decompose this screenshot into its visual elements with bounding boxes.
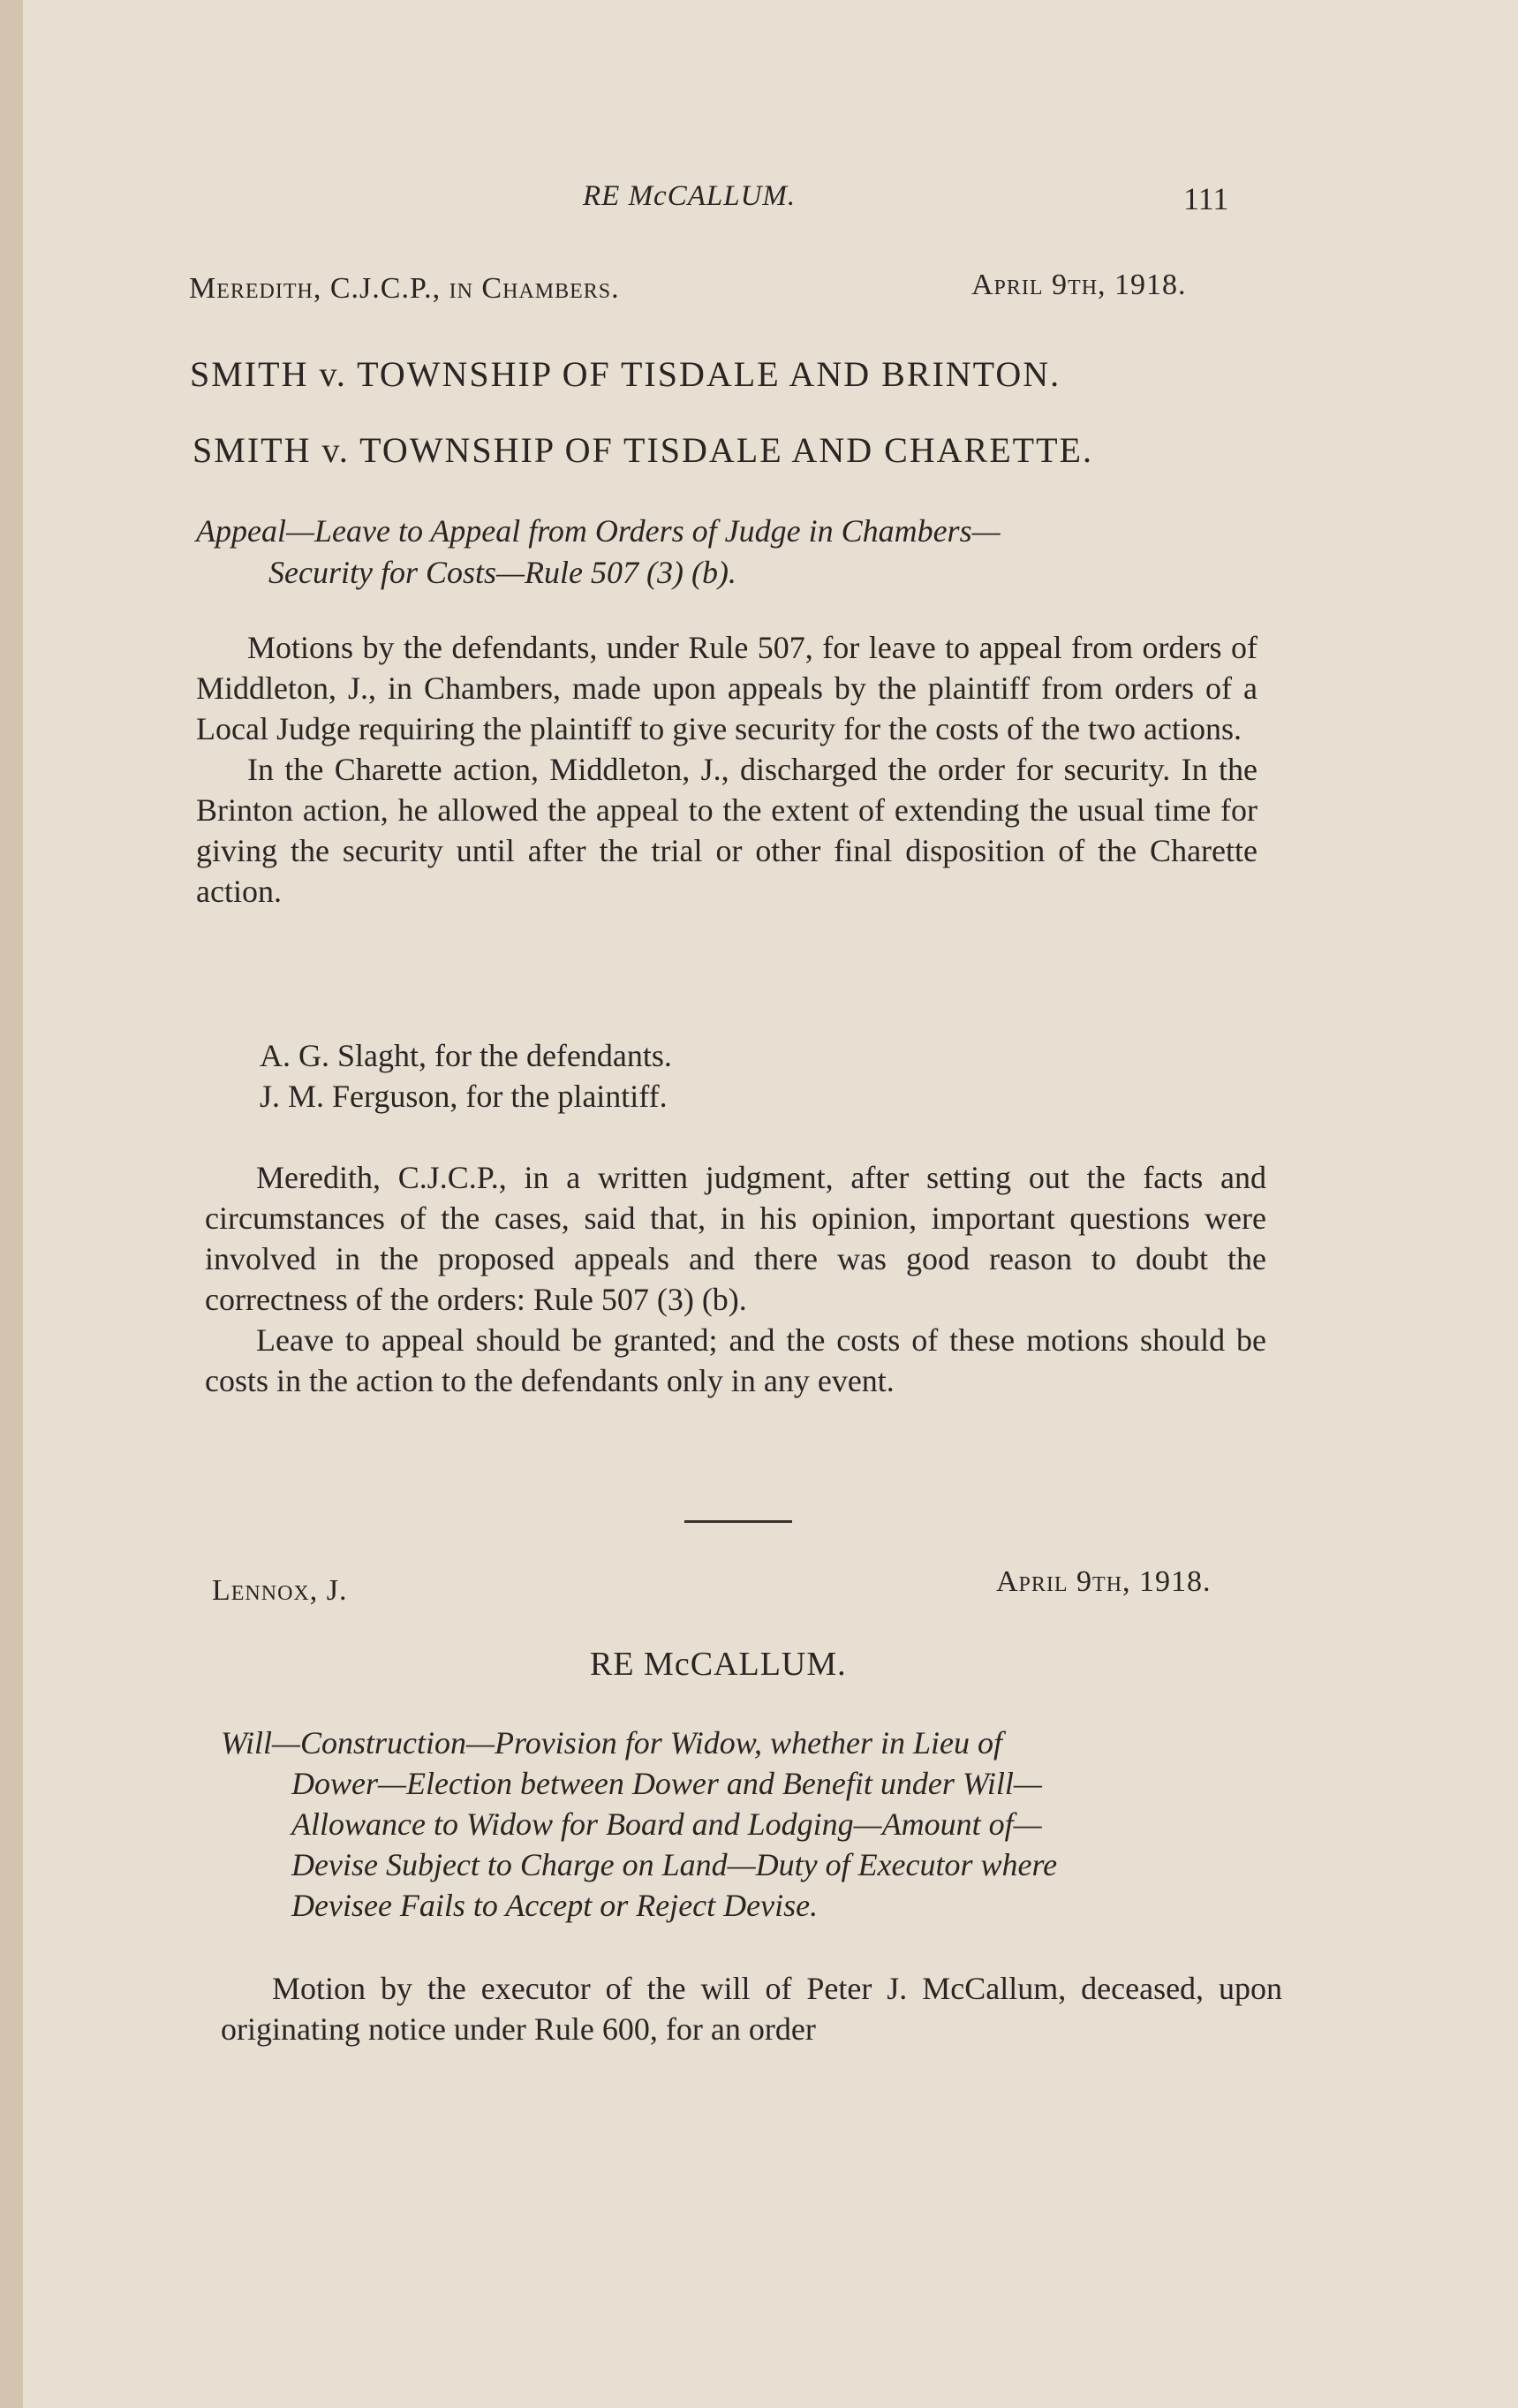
running-title: RE McCALLUM. xyxy=(583,180,797,212)
case1-title-brinton: SMITH v. TOWNSHIP OF TISDALE AND BRINTON. xyxy=(190,354,1061,394)
counsel-defendants: A. G. Slaght, for the defendants. xyxy=(260,1038,672,1073)
case2-statement xyxy=(221,1968,1282,2049)
case2-title: RE McCALLUM. xyxy=(590,1646,847,1683)
case2-date: April 9th, 1918. xyxy=(996,1565,1212,1598)
case2-catchwords-line-2: Dower—Election between Dower and Benefit under Will— xyxy=(291,1766,1042,1801)
case1-catchwords-line-2: Security for Costs—Rule 507 (3) (b). xyxy=(268,555,736,590)
case1-paragraph-3: Meredith, C.J.C.P., in a written judgment, after setting out the facts and circumstances of the cases, said that, in his opinion, important questions were involved in the proposed appeals and there was good reason to doubt the correctness of the orders: Rule 507 (3) (b). xyxy=(205,1160,1266,1317)
case2-catchwords-line-5: Devisee Fails to Accept or Reject Devise. xyxy=(291,1888,819,1923)
case1-paragraph-4: Leave to appeal should be granted; and the costs of these motions should be costs in the action to the defendants only in any event. xyxy=(205,1322,1266,1398)
case1-catchwords-line-1: Appeal—Leave to Appeal from Orders of Judge in Chambers— xyxy=(196,513,1001,549)
case1-judge: Meredith, C.J.C.P., in Chambers. xyxy=(189,272,620,305)
case2-catchwords-line-3: Allowance to Widow for Board and Lodging—Amount of— xyxy=(291,1806,1042,1842)
case1-title-charette: SMITH v. TOWNSHIP OF TISDALE AND CHARETTE. xyxy=(193,430,1093,470)
case1-paragraph-1: Motions by the defendants, under Rule 507, for leave to appeal from orders of Middleton, J., in Chambers, made upon appeals by the plaintiff from orders of a Local Judge requiring the plaintiff to give security for the costs of the two actions. xyxy=(196,630,1257,746)
page-number: 111 xyxy=(1183,181,1229,216)
case1-date: April 9th, 1918. xyxy=(971,269,1187,301)
case2-catchwords-line-1: Will—Construction—Provision for Widow, whether in Lieu of xyxy=(221,1725,1003,1761)
case1-statement xyxy=(196,627,1257,912)
case2-catchwords-line-4: Devise Subject to Charge on Land—Duty of Executor where xyxy=(291,1847,1058,1882)
case1-paragraph-2: In the Charette action, Middleton, J., discharged the order for security. In the Brinton action, he allowed the appeal to the extent of extending the usual time for giving the security until after the trial or other final disposition of the Charette action. xyxy=(196,752,1257,909)
section-divider xyxy=(684,1520,792,1523)
counsel-plaintiff: J. M. Ferguson, for the plaintiff. xyxy=(260,1079,668,1114)
page-binding-edge xyxy=(0,0,23,2408)
case1-judgment xyxy=(205,1157,1266,1401)
case2-paragraph-1: Motion by the executor of the will of Peter J. McCallum, deceased, upon originating notice under Rule 600, for an order xyxy=(221,1971,1282,2047)
case2-judge: Lennox, J. xyxy=(212,1574,348,1607)
